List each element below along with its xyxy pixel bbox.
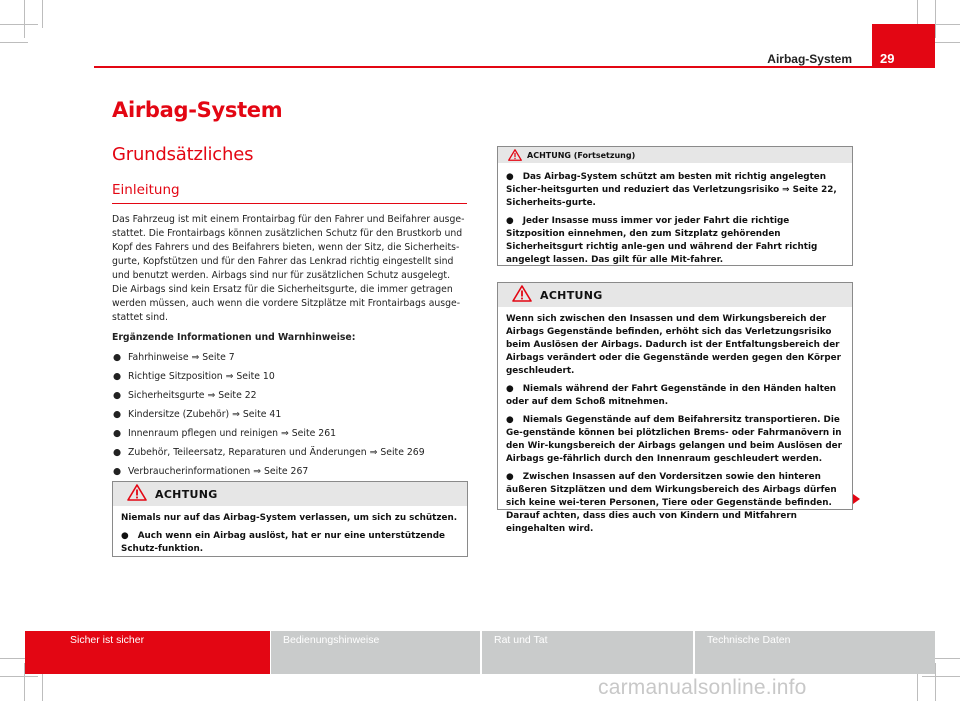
crop-mark <box>922 676 960 677</box>
warning-body <box>498 307 852 547</box>
bullet-icon: ● <box>506 216 514 226</box>
crop-mark <box>42 673 43 701</box>
section-heading: Grundsätzliches <box>112 144 254 165</box>
list-item[interactable] <box>112 351 468 365</box>
crop-mark <box>917 673 918 701</box>
warning-title: ACHTUNG <box>155 487 218 501</box>
bullet-icon: ● <box>506 384 514 394</box>
warning-header <box>498 283 852 307</box>
crop-mark <box>935 663 936 701</box>
warning-body <box>498 163 852 278</box>
intro-column <box>112 213 468 484</box>
warning-text-item <box>506 414 844 466</box>
crop-mark <box>24 0 25 38</box>
bullet-icon: ● <box>113 371 122 382</box>
warning-icon <box>508 146 522 165</box>
reference-link[interactable]: Zubehör, Teileersatz, Reparaturen und Änderungen ⇒ Seite 269 <box>128 447 425 458</box>
crop-mark <box>0 42 28 43</box>
tab-rat-und-tat[interactable]: Rat und Tat <box>482 631 693 674</box>
reference-link[interactable]: Richtige Sitzposition ⇒ Seite 10 <box>128 371 275 382</box>
warning-text-item <box>506 471 844 536</box>
crop-mark <box>0 24 38 25</box>
bullet-icon: ● <box>113 390 122 401</box>
warning-box-continued <box>497 146 853 266</box>
warning-icon <box>127 484 147 505</box>
warning-body <box>113 506 467 567</box>
tab-technische-daten[interactable]: Technische Daten <box>695 631 935 674</box>
header-section-title: Airbag-System <box>767 52 852 66</box>
crop-mark <box>42 0 43 28</box>
tab-bedienungshinweise[interactable]: Bedienungshinweise <box>271 631 480 674</box>
reference-list <box>112 351 468 479</box>
warning-text-item <box>506 215 844 267</box>
bullet-icon: ● <box>506 172 514 182</box>
reference-link[interactable]: Kindersitze (Zubehör) ⇒ Seite 41 <box>128 409 282 420</box>
warning-title: ACHTUNG (Fortsetzung) <box>527 150 636 160</box>
bullet-icon: ● <box>121 531 129 541</box>
bullet-icon: ● <box>113 447 122 458</box>
bullet-icon: ● <box>113 352 122 363</box>
warning-text: Zwischen Insassen auf den Vordersitzen sowie den hinteren äußeren Sitzplätzen und dem Wirkungsbereich des Airbags dürfen sich keine wei-teren Personen, Tiere oder Gegenstände befinden. Darauf achten, dass dies auch von Kindern und Mitfahrern eingehalten wird. <box>506 472 837 534</box>
bullet-icon: ● <box>113 409 122 420</box>
list-item[interactable] <box>112 370 468 384</box>
header-rule <box>94 66 935 68</box>
crop-mark <box>935 0 936 38</box>
warning-header <box>113 482 467 506</box>
warning-text-item <box>506 171 844 210</box>
list-item[interactable] <box>112 427 468 441</box>
subsection-rule <box>112 203 467 204</box>
warning-icon <box>512 285 532 306</box>
reference-link[interactable]: Fahrhinweise ⇒ Seite 7 <box>128 352 235 363</box>
crop-mark <box>0 676 38 677</box>
list-item[interactable] <box>112 465 468 479</box>
warning-box <box>112 481 468 557</box>
crop-mark <box>932 658 960 659</box>
bullet-icon: ● <box>113 428 122 439</box>
list-item[interactable] <box>112 446 468 460</box>
bullet-icon: ● <box>506 415 514 425</box>
crop-mark <box>932 42 960 43</box>
list-item[interactable] <box>112 408 468 422</box>
warning-text: Niemals nur auf das Airbag-System verlassen, um sich zu schützen. <box>121 513 458 523</box>
reference-link[interactable]: Sicherheitsgurte ⇒ Seite 22 <box>128 390 257 401</box>
subsection-heading: Einleitung <box>112 182 180 198</box>
reference-link[interactable]: Innenraum pflegen und reinigen ⇒ Seite 261 <box>128 428 337 439</box>
warning-text: Wenn sich zwischen den Insassen und dem Wirkungsbereich der Airbags Gegenstände befinden, erhöht sich das Verletzungsrisiko beim Auslösen der Airbags. Dadurch ist der Entfaltungsbereich der Airbags verändert oder die Gegenstände werden gegen den Körper geschleudert. <box>506 314 841 376</box>
continue-arrow-icon[interactable] <box>853 494 860 504</box>
warning-text: Auch wenn ein Airbag auslöst, hat er nur eine unterstützende Schutz-funktion. <box>121 531 445 554</box>
watermark: carmanualsonline.info <box>598 676 807 699</box>
crop-mark <box>0 658 28 659</box>
bullet-icon: ● <box>113 466 122 477</box>
warning-text-item <box>121 530 459 556</box>
tab-sicher-ist-sicher[interactable]: Sicher ist sicher <box>25 631 270 674</box>
warning-box <box>497 282 853 534</box>
warning-text-item <box>506 383 844 409</box>
list-item[interactable] <box>112 389 468 403</box>
intro-paragraph: Das Fahrzeug ist mit einem Frontairbag für den Fahrer und Beifahrer ausge-stattet. Die Frontairbags können zusätzlichen Schutz für den Brustkorb und Kopf des Fahrers und des Beifahrers bieten, wenn der Sitz, die Sicherheits-gurte, Kopfstützen und für den Fahrer das Lenkrad richtig eingestellt sind und benutzt werden. Airbags sind nur für zusätzlichen Schutz ausgelegt. Die Airbags sind kein Ersatz für die Sicherheitsgurte, die immer getragen werden müssen, auch wenn die vordere Sitzplätze mit Frontairbags ausge-stattet sind. <box>112 214 465 323</box>
warning-text: Jeder Insasse muss immer vor jeder Fahrt die richtige Sitzposition einnehmen, den zum Sitzplatz gehörenden Sicherheitsgurt richtig anle-gen und während der Fahrt richtig angelegt lassen. Das gilt für alle Mit-fahrer. <box>506 216 818 265</box>
warning-title: ACHTUNG <box>540 288 603 302</box>
warning-text: Niemals Gegenstände auf dem Beifahrersitz transportieren. Die Ge-genstände können bei plötzlichen Brems- oder Fahrmanövern in den Wir-kungsbereich der Airbags gelangen und beim Auslösen der Airbags ge-fährlich durch den Innenraum geschleudert werden. <box>506 415 842 464</box>
info-heading: Ergänzende Informationen und Warnhinweise: <box>112 332 356 343</box>
bullet-icon: ● <box>506 472 514 482</box>
warning-text: Niemals während der Fahrt Gegenstände in den Händen halten oder auf dem Schoß mitnehmen. <box>506 384 837 407</box>
page-title: Airbag-System <box>112 98 283 122</box>
reference-link[interactable]: Verbraucherinformationen ⇒ Seite 267 <box>128 466 309 477</box>
page-number: 29 <box>872 24 935 68</box>
warning-text: Das Airbag-System schützt am besten mit richtig angelegten Sicher-heitsgurten und reduziert das Verletzungsrisiko ⇒ Seite 22, Sicherheits-gurte. <box>506 172 837 208</box>
warning-header <box>498 147 852 163</box>
